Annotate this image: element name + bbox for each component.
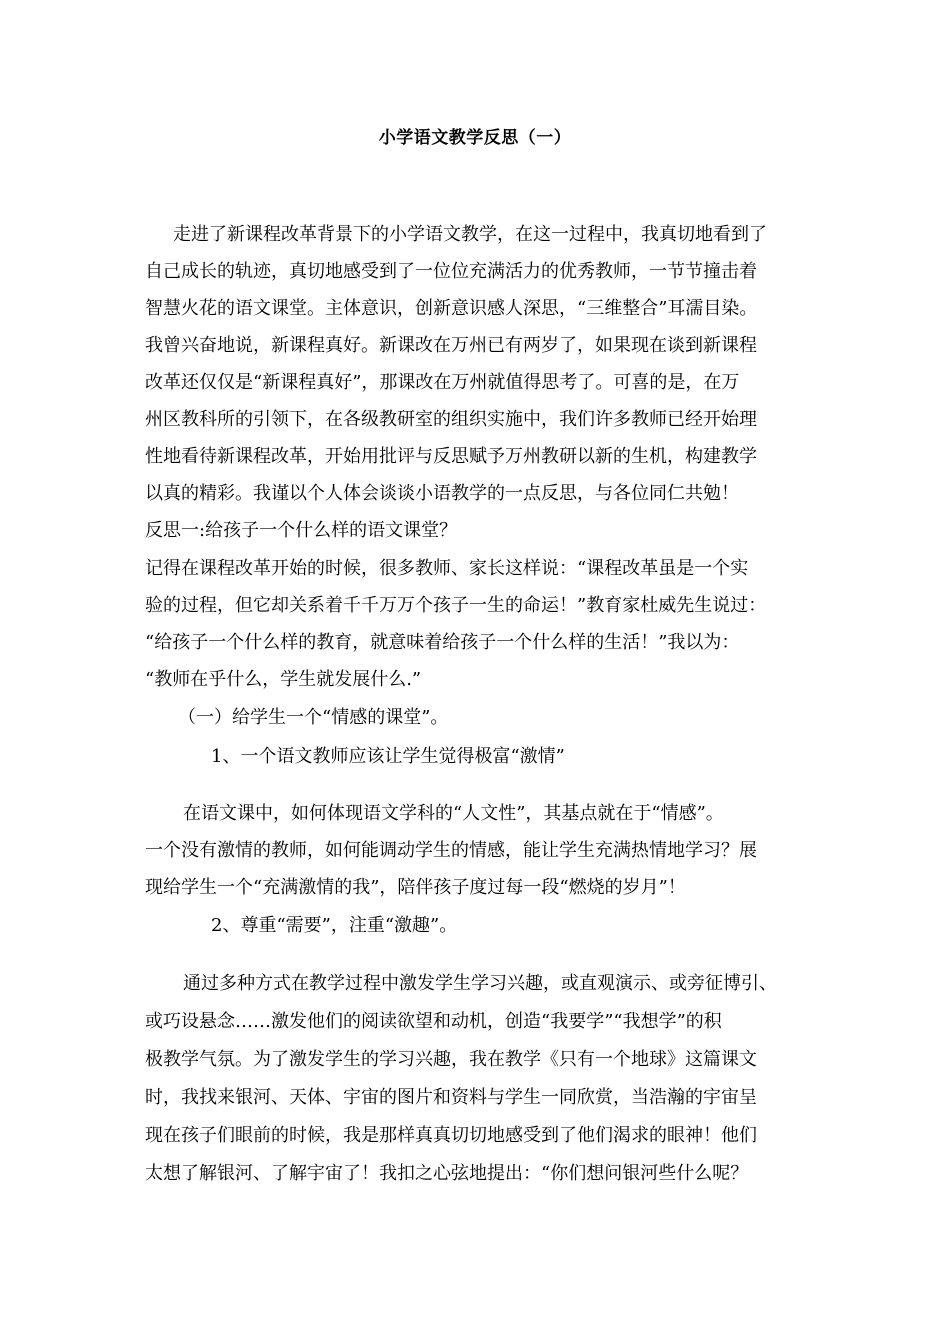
paragraph-line: 走进了新课程改革背景下的小学语文教学，在这一过程中，我真切地看到了 bbox=[173, 224, 767, 245]
paragraph-line: 我曾兴奋地说，新课程真好。新课改在万州已有两岁了，如果现在谈到新课程 bbox=[145, 335, 757, 356]
paragraph-line: 通过多种方式在教学过程中激发学生学习兴趣，或直观演示、或旁征博引、 bbox=[183, 973, 777, 994]
paragraph-line: 智慧火花的语文课堂。主体意识，创新意识感人深思，“三维整合”耳濡目染。 bbox=[145, 298, 758, 319]
paragraph-line: 一个没有激情的教师，如何能调动学生的情感，能让学生充满热情地学习？展 bbox=[145, 840, 757, 861]
paragraph-line: 自己成长的轨迹，真切地感受到了一位位充满活力的优秀教师，一节节撞击着 bbox=[145, 261, 757, 282]
paragraph-line: 极教学气氛。为了激发学生的学习兴趣，我在教学《只有一个地球》这篇课文 bbox=[145, 1049, 757, 1070]
paragraph-line: 以真的精彩。我谨以个人体会谈谈小语教学的一点反思，与各位同仁共勉！ bbox=[145, 483, 739, 504]
paragraph-line: “教师在乎什么，学生就发展什么.” bbox=[145, 669, 422, 690]
document-title: 小学语文教学反思（一） bbox=[378, 128, 572, 148]
paragraph-line: 在语文课中，如何体现语文学科的“人文性”，其基点就在于“情感”。 bbox=[183, 803, 724, 824]
item-heading: 2、尊重“需要”，注重“激趣”。 bbox=[211, 915, 458, 936]
paragraph-line: 现在孩子们眼前的时候，我是那样真真切切地感受到了他们渴求的眼神！他们 bbox=[145, 1125, 757, 1146]
item-heading: 1、一个语文教师应该让学生觉得极富“激情” bbox=[211, 746, 565, 767]
paragraph-line: 或巧设悬念……激发他们的阅读欲望和动机，创造“我要学”“我想学”的积 bbox=[145, 1011, 722, 1032]
paragraph-line: 改革还仅仅是“新课程真好”，那课改在万州就值得思考了。可喜的是，在万 bbox=[145, 372, 740, 393]
paragraph-line: 时，我找来银河、天体、宇宙的图片和资料与学生一同欣赏，当浩瀚的宇宙呈 bbox=[145, 1087, 757, 1108]
paragraph-line: 性地看待新课程改革，开始用批评与反思赋予万州教研以新的生机，构建教学 bbox=[145, 446, 757, 467]
paragraph-line: 记得在课程改革开始的时候，很多教师、家长这样说：“课程改革虽是一个实 bbox=[145, 558, 749, 579]
paragraph-line: 州区教科所的引领下，在各级教研室的组织实施中，我们许多教师已经开始理 bbox=[145, 409, 757, 430]
subsection-heading: （一）给学生一个“情感的课堂”。 bbox=[178, 707, 449, 728]
paragraph-line: “给孩子一个什么样的教育，就意味着给孩子一个什么样的生活！”我以为： bbox=[145, 632, 740, 653]
paragraph-line: 现给学生一个“充满激情的我”，陪伴孩子度过每一段“燃烧的岁月”！ bbox=[145, 877, 686, 898]
paragraph-line: 太想了解银河、了解宇宙了！我扣之心弦地提出：“你们想问银河些什么呢？ bbox=[145, 1163, 749, 1184]
paragraph-line: 验的过程，但它却关系着千千万万个孩子一生的命运！”教育家杜威先生说过： bbox=[145, 595, 767, 616]
section-heading: 反思一:给孩子一个什么样的语文课堂？ bbox=[145, 520, 458, 541]
